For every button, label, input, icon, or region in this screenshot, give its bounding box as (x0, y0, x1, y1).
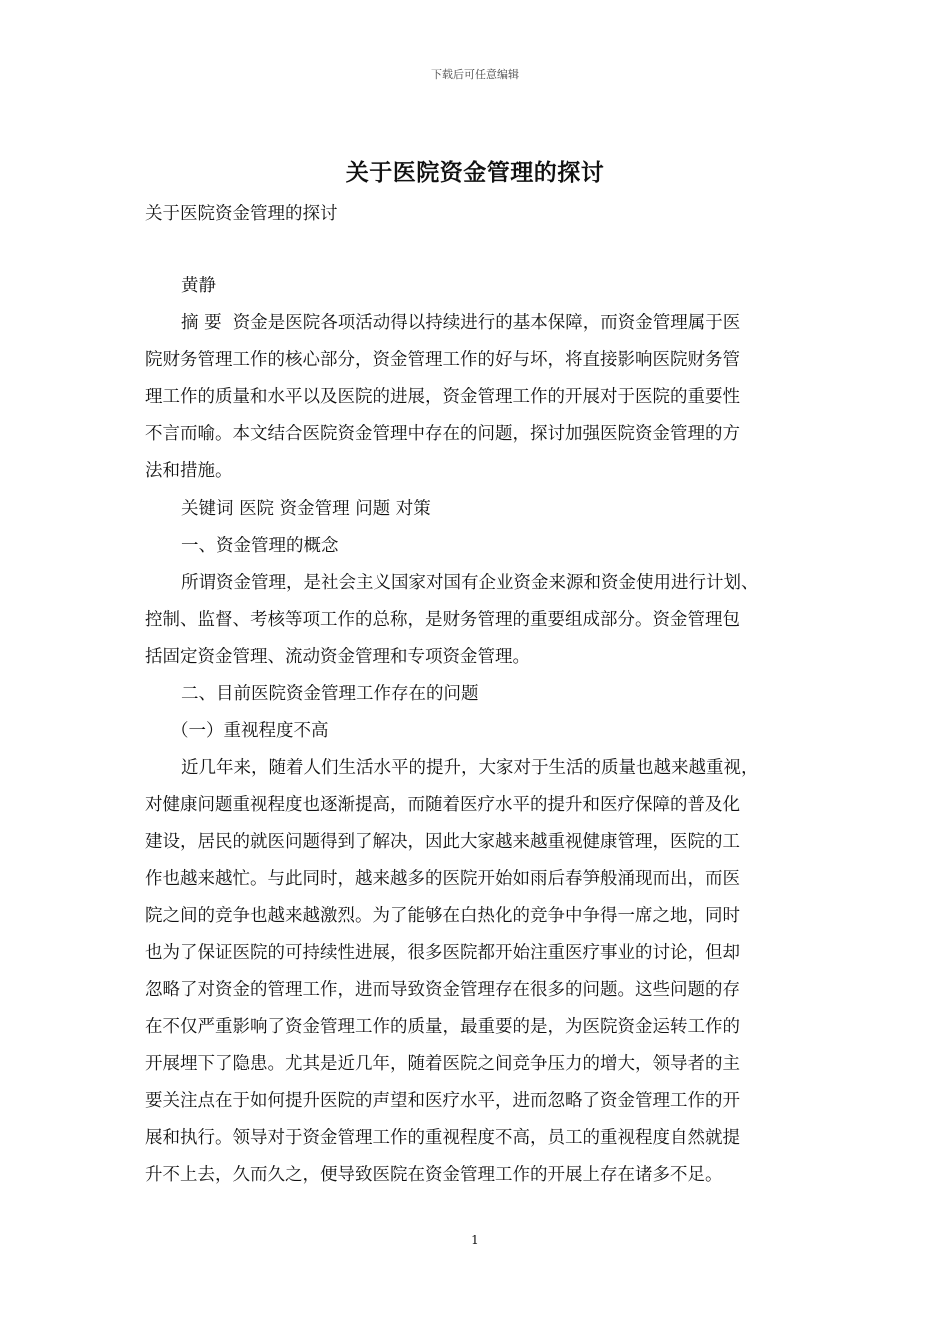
section2-paragraph-line: 作也越来越忙。与此同时，越来越多的医院开始如雨后春笋般涌现而出，而医 (145, 869, 740, 889)
section1-paragraph-line: 所谓资金管理，是社会主义国家对国有企业资金来源和资金使用进行计划、 (181, 573, 759, 593)
sub-heading-1: （一）重视程度不高 (171, 721, 329, 741)
abstract-line: 理工作的质量和水平以及医院的进展，资金管理工作的开展对于医院的重要性 (145, 387, 740, 407)
section2-paragraph-line: 展和执行。领导对于资金管理工作的重视程度不高，员工的重视程度自然就提 (145, 1128, 740, 1148)
abstract-line: 不言而喻。本文结合医院资金管理中存在的问题，探讨加强医院资金管理的方 (145, 424, 740, 444)
abstract-first-line (145, 305, 810, 342)
keywords: 关键词 医院 资金管理 问题 对策 (181, 499, 431, 519)
section2-paragraph-line: 对健康问题重视程度也逐渐提高，而随着医疗水平的提升和医疗保障的普及化 (145, 795, 740, 815)
section2-paragraph-line: 也为了保证医院的可持续性进展，很多医院都开始注重医疗事业的讨论，但却 (145, 943, 740, 963)
section1-paragraph-line: 括固定资金管理、流动资金管理和专项资金管理。 (145, 647, 530, 667)
section2-paragraph-line: 近几年来，随着人们生活水平的提升，大家对于生活的质量也越来越重视， (181, 758, 759, 778)
section-heading-2: 二、目前医院资金管理工作存在的问题 (181, 684, 479, 704)
document-subtitle: 关于医院资金管理的探讨 (145, 204, 338, 224)
abstract-block (145, 305, 810, 490)
abstract-line: 法和措施。 (145, 461, 233, 481)
keywords-block (145, 491, 810, 1194)
document-title: 关于医院资金管理的探讨 (345, 159, 605, 186)
author-name: 黄静 (181, 276, 216, 296)
page-number: 1 (471, 1233, 479, 1247)
section2-paragraph-line: 忽略了对资金的管理工作，进而导致资金管理存在很多的问题。这些问题的存 (145, 980, 740, 1000)
section2-paragraph-line: 开展埋下了隐患。尤其是近几年，随着医院之间竞争压力的增大，领导者的主 (145, 1054, 740, 1074)
section2-paragraph-line: 在不仅严重影响了资金管理工作的质量，最重要的是，为医院资金运转工作的 (145, 1017, 740, 1037)
abstract-line: 院财务管理工作的核心部分，资金管理工作的好与坏，将直接影响医院财务管 (145, 350, 740, 370)
abstract-line: 资金是医院各项活动得以持续进行的基本保障，而资金管理属于医 (232, 313, 741, 333)
header-note: 下载后可任意编辑 (431, 68, 519, 81)
section2-paragraph-line: 要关注点在于如何提升医院的声望和医疗水平，进而忽略了资金管理工作的开 (145, 1091, 740, 1111)
abstract-label: 摘 要 (181, 313, 222, 333)
section2-paragraph-line: 升不上去，久而久之，便导致医院在资金管理工作的开展上存在诸多不足。 (145, 1165, 723, 1185)
section-heading-1: 一、资金管理的概念 (181, 536, 339, 556)
section2-paragraph-line: 院之间的竞争也越来越激烈。为了能够在白热化的竞争中争得一席之地，同时 (145, 906, 740, 926)
section2-paragraph-line: 建设，居民的就医问题得到了解决，因此大家越来越重视健康管理，医院的工 (145, 832, 740, 852)
section1-paragraph-line: 控制、监督、考核等项工作的总称，是财务管理的重要组成部分。资金管理包 (145, 610, 740, 630)
